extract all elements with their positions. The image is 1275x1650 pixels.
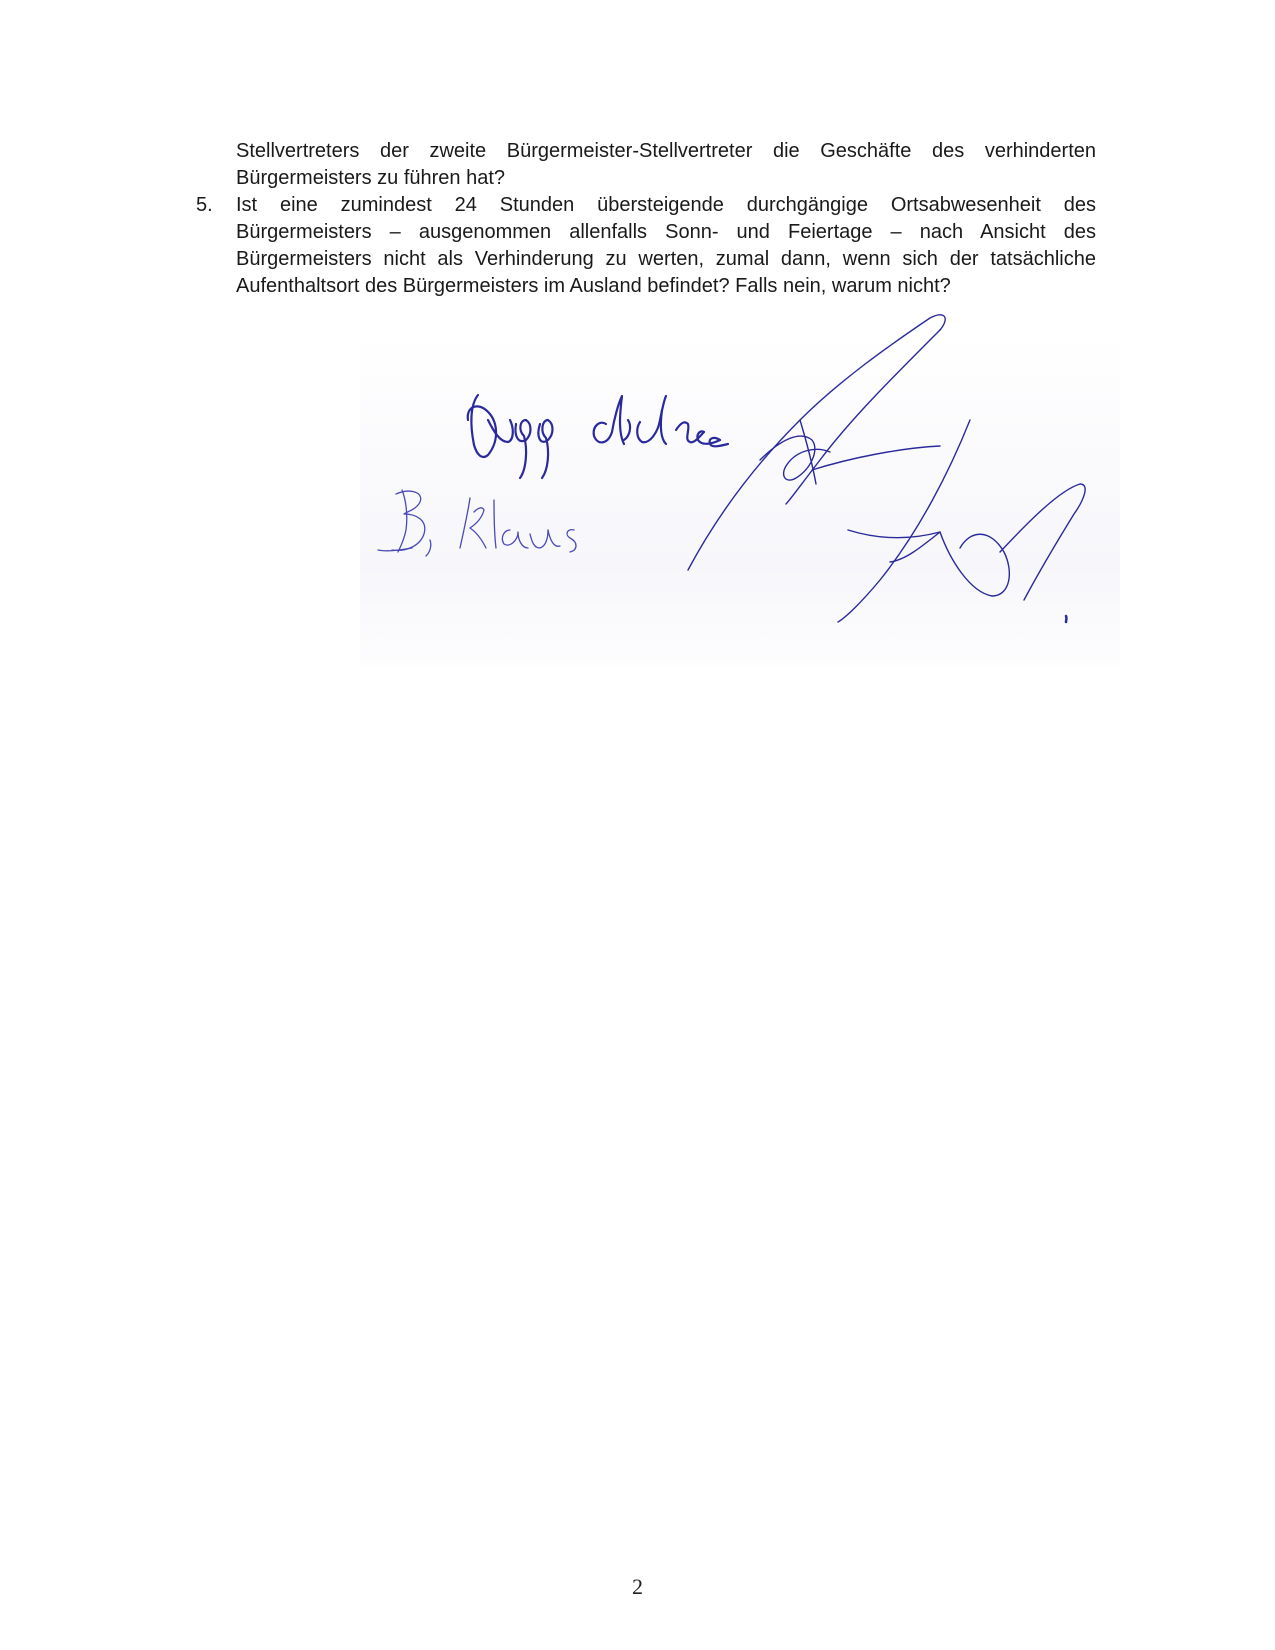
page-number: 2 xyxy=(632,1574,643,1599)
signature-b-klaus xyxy=(378,490,576,556)
list-item-number: 5. xyxy=(196,194,213,216)
list-item-text: Ist eine zumindest 24 Stunden übersteigende durchgängige Ortsabwesenheit des Bürgermeisters – ausgenommen allenfalls Sonn- und Feiertage – nach Ansicht des Bürgermeisters nicht als Verhinderung zu werten, zumal dann, wenn sich der tatsächliche Aufenthaltsort des Bürgermeisters im Ausland befindet? Falls nein, warum nicht? xyxy=(236,194,1096,297)
continuation-paragraph: Stellvertreters der zweite Bürgermeister-Stellvertreter die Geschäfte des verhinderten Bürgermeisters zu führen hat? xyxy=(236,140,1096,189)
signature-large xyxy=(688,315,1085,622)
signature-haugg-andrea xyxy=(468,395,728,478)
